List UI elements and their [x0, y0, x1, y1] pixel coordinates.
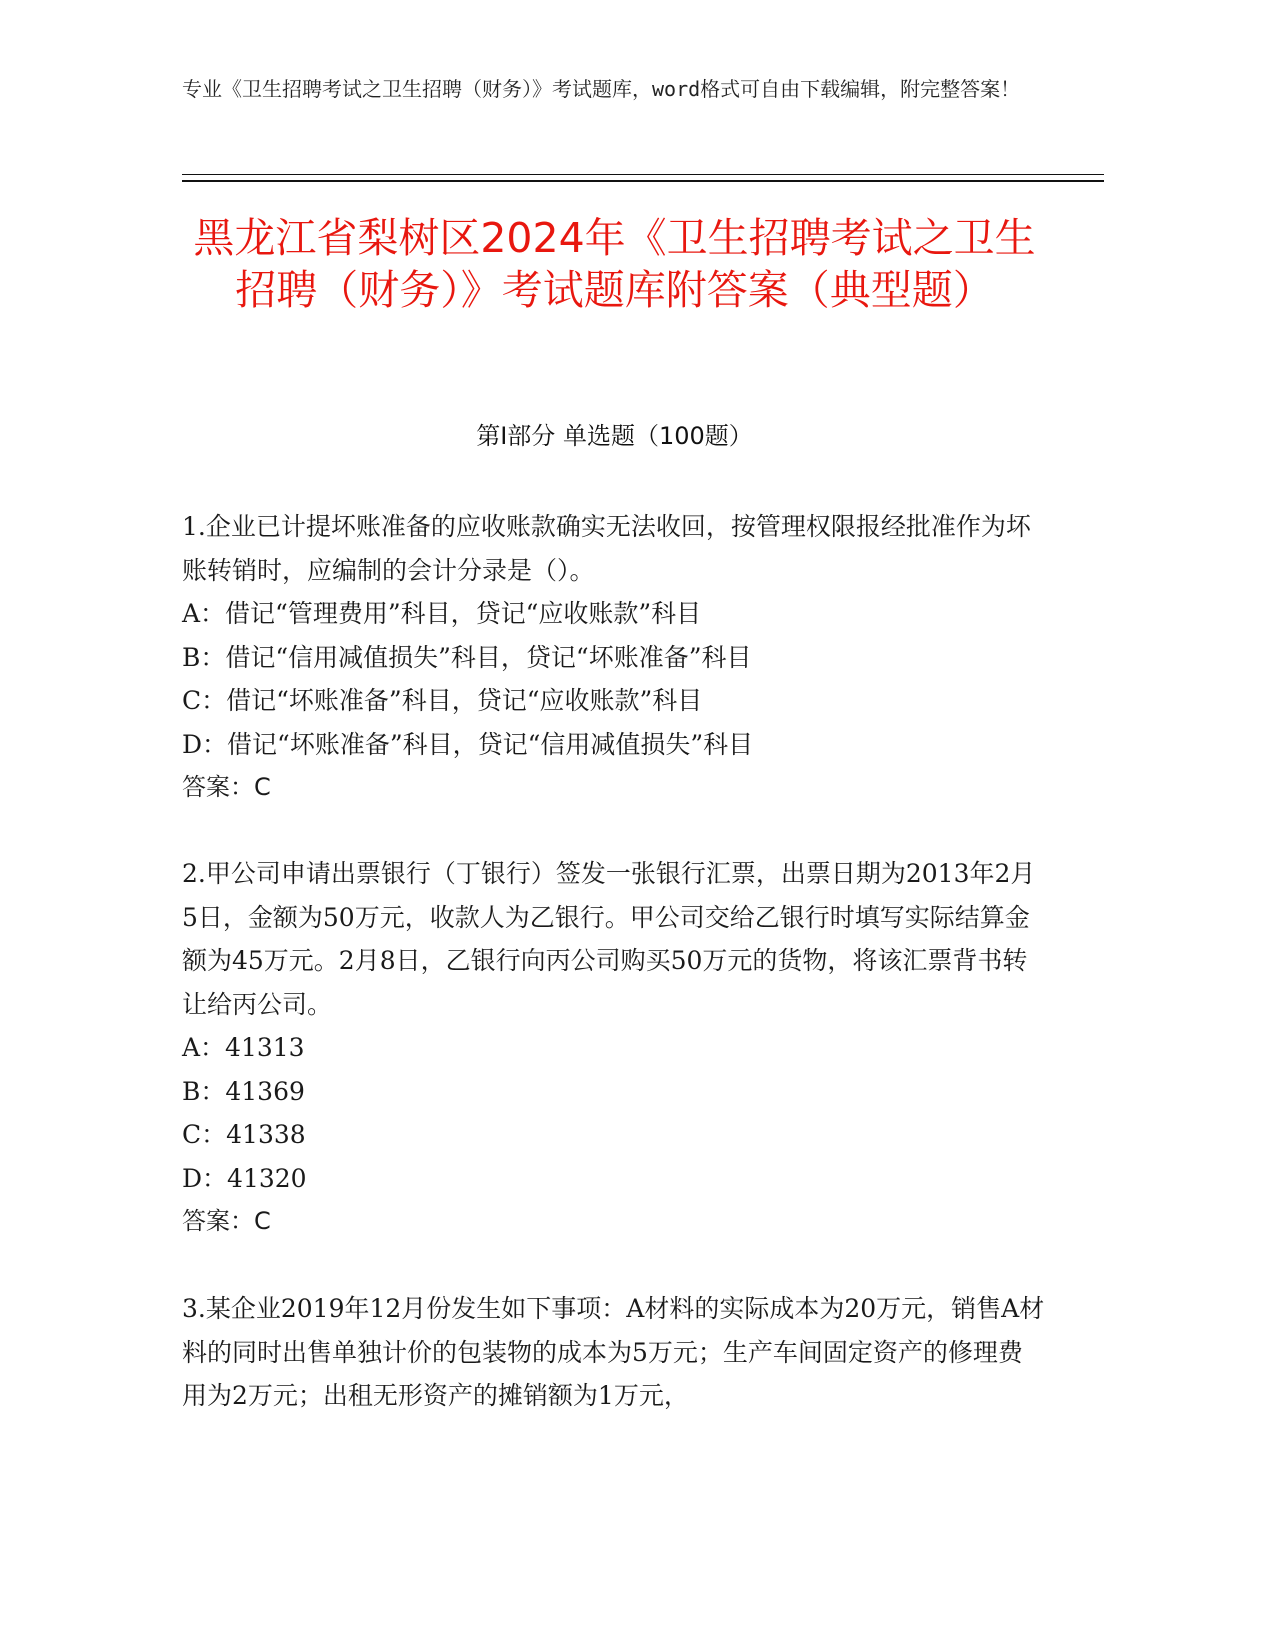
option-a: A：41313 — [182, 1033, 305, 1062]
option-c: C：借记“坏账准备”科目，贷记“应收账款”科目 — [182, 686, 703, 715]
page-title: 黑龙江省梨树区2024年《卫生招聘考试之卫生招聘（财务）》考试题库附答案（典型题） — [193, 214, 1036, 314]
answer: 答案：C — [182, 773, 271, 801]
option-b: B：41369 — [182, 1076, 305, 1106]
header-divider-thin — [182, 174, 1104, 175]
option-a: A：借记“管理费用”科目，贷记“应收账款”科目 — [182, 599, 702, 628]
option-b: B：借记“信用减值损失”科目，贷记“坏账准备”科目 — [182, 642, 752, 672]
question-text: 1.企业已计提坏账准备的应收账款确实无法收回，按管理权限报经批准作为坏账转销时，应编制的会计分录是（）。 — [182, 512, 1031, 585]
option-d: D：41320 — [182, 1163, 307, 1193]
section-title: 第Ⅰ部分 单选题（100题） — [476, 422, 753, 450]
option-c: C：41338 — [182, 1120, 306, 1149]
header-note: 专业《卫生招聘考试之卫生招聘（财务）》考试题库，word格式可自由下载编辑，附完整答案！ — [182, 77, 1021, 101]
question-3 — [182, 1287, 1047, 1418]
question-2 — [182, 852, 1047, 1244]
question-text: 2.甲公司申请出票银行（丁银行）签发一张银行汇票，出票日期为2013年2月5日，金额为50万元，收款人为乙银行。甲公司交给乙银行时填写实际结算金额为45万元。2月8日，乙银行向丙公司购买50万元的货物，将该汇票背书转让给丙公司。 — [182, 859, 1036, 1019]
header-divider-thick — [182, 180, 1104, 182]
question-text: 3.某企业2019年12月份发生如下事项：A材料的实际成本为20万元，销售A材料的同时出售单独计价的包装物的成本为5万元；生产车间固定资产的修理费用为2万元；出租无形资产的摊销额为1万元， — [182, 1294, 1045, 1410]
answer: 答案：C — [182, 1207, 271, 1235]
option-d: D：借记“坏账准备”科目，贷记“信用减值损失”科目 — [182, 729, 754, 759]
question-1 — [182, 505, 1047, 810]
